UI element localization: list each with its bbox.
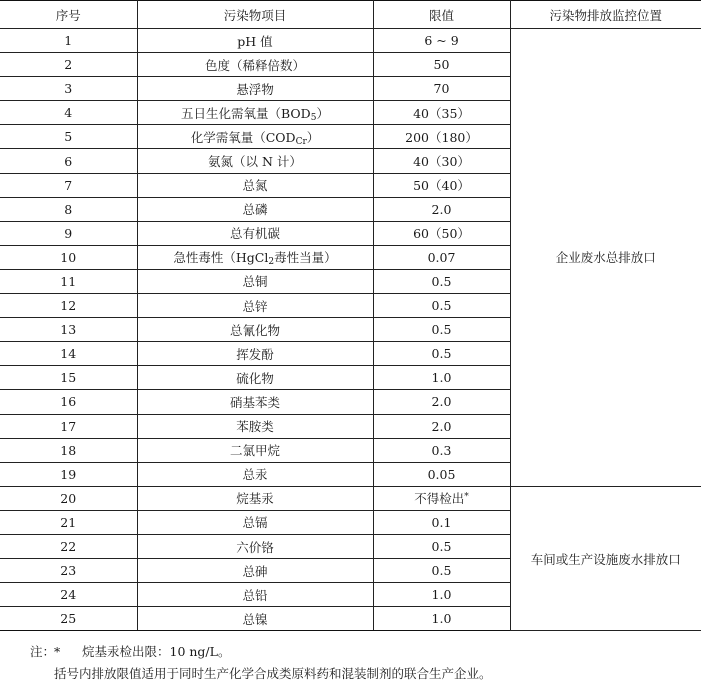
- limit-superscript: *: [464, 492, 469, 503]
- cell-item: [137, 149, 373, 173]
- item-text: 总汞: [242, 467, 268, 483]
- cell-location-group2: 车间或生产设施废水排放口: [510, 486, 701, 631]
- cell-item: [137, 29, 373, 53]
- item-text: 总氰化物: [229, 322, 280, 338]
- cell-seq: 16: [0, 390, 137, 414]
- cell-item: [137, 414, 373, 438]
- cell-seq: 14: [0, 342, 137, 366]
- cell-item: [137, 366, 373, 390]
- cell-seq: 23: [0, 559, 137, 583]
- cell-seq: 22: [0, 534, 137, 558]
- limit-text: 0.1: [431, 514, 452, 530]
- cell-item: [137, 245, 373, 269]
- item-text: 急性毒性（HgCl: [173, 250, 269, 266]
- cell-location-group1: 企业废水总排放口: [510, 29, 701, 487]
- cell-item: [137, 221, 373, 245]
- item-text: 总锌: [242, 298, 268, 314]
- limit-text: 40（30）: [413, 154, 470, 170]
- cell-item: [137, 510, 373, 534]
- item-text: 烷基汞: [236, 491, 274, 507]
- item-text: 硝基苯类: [229, 394, 280, 410]
- limit-text: 0.07: [427, 249, 456, 265]
- cell-item: [137, 559, 373, 583]
- limit-text: 0.5: [431, 346, 452, 362]
- note-line-1: [30, 641, 492, 663]
- cell-item: [137, 125, 373, 149]
- item-text: 总镉: [242, 515, 268, 531]
- header-limit: 限值: [373, 1, 510, 29]
- limit-text: 0.5: [431, 322, 452, 338]
- cell-seq: 21: [0, 510, 137, 534]
- cell-limit: [373, 390, 510, 414]
- limit-text: 1.0: [431, 611, 452, 627]
- cell-seq: 12: [0, 294, 137, 318]
- header-location: 污染物排放监控位置: [510, 1, 701, 29]
- note-asterisk: *: [54, 644, 61, 659]
- item-subscript: 5: [310, 112, 317, 123]
- cell-seq: 9: [0, 221, 137, 245]
- cell-item: [137, 607, 373, 631]
- table-body: [0, 29, 701, 631]
- limit-text: 1.0: [431, 370, 452, 386]
- cell-item: [137, 53, 373, 77]
- cell-limit: [373, 77, 510, 101]
- cell-limit: [373, 53, 510, 77]
- cell-limit: [373, 125, 510, 149]
- limit-text: 0.3: [431, 442, 452, 458]
- cell-item: [137, 342, 373, 366]
- cell-limit: [373, 149, 510, 173]
- cell-seq: 1: [0, 29, 137, 53]
- limit-text: 70: [433, 81, 450, 97]
- cell-limit: [373, 414, 510, 438]
- item-text: 硫化物: [236, 370, 274, 386]
- item-suffix: 毒性当量）: [274, 250, 337, 266]
- item-suffix: ）: [306, 129, 320, 145]
- cell-item: [137, 462, 373, 486]
- limit-text: 2.0: [431, 201, 452, 217]
- limit-text: 1.0: [431, 587, 452, 603]
- item-text: 总镍: [242, 611, 268, 627]
- cell-seq: 5: [0, 125, 137, 149]
- table-header-row: [0, 1, 701, 29]
- cell-limit: [373, 221, 510, 245]
- limit-text: 50: [433, 57, 450, 73]
- cell-item: [137, 197, 373, 221]
- cell-seq: 25: [0, 607, 137, 631]
- cell-seq: 3: [0, 77, 137, 101]
- cell-seq: 4: [0, 101, 137, 125]
- cell-item: [137, 77, 373, 101]
- cell-seq: 24: [0, 583, 137, 607]
- limit-text: 0.5: [431, 539, 452, 555]
- cell-limit: [373, 101, 510, 125]
- cell-seq: 10: [0, 245, 137, 269]
- cell-limit: [373, 342, 510, 366]
- limit-text: 40（35）: [413, 105, 470, 121]
- item-text: pH 值: [237, 33, 273, 49]
- cell-seq: 6: [0, 149, 137, 173]
- item-text: 六价铬: [236, 539, 274, 555]
- limit-text: 6 ~ 9: [424, 33, 459, 49]
- item-text: 挥发酚: [236, 346, 274, 362]
- item-text: 化学需氧量（COD: [190, 129, 296, 145]
- cell-seq: 19: [0, 462, 137, 486]
- cell-limit: [373, 559, 510, 583]
- cell-seq: 13: [0, 318, 137, 342]
- cell-item: [137, 534, 373, 558]
- cell-limit: [373, 366, 510, 390]
- item-text: 五日生化需氧量（BOD: [181, 105, 311, 121]
- cell-item: [137, 583, 373, 607]
- cell-seq: 18: [0, 438, 137, 462]
- cell-limit: [373, 534, 510, 558]
- item-text: 苯胺类: [236, 419, 274, 435]
- item-text: 总铅: [242, 587, 268, 603]
- note-line-2: [30, 663, 492, 685]
- limit-text: 0.5: [431, 273, 452, 289]
- cell-seq: 15: [0, 366, 137, 390]
- cell-seq: 2: [0, 53, 137, 77]
- limit-text: 200（180）: [405, 129, 478, 145]
- cell-limit: [373, 607, 510, 631]
- header-seq: 序号: [0, 1, 137, 29]
- note-text-2: 括号内排放限值适用于同时生产化学合成类原料药和混装制剂的联合生产企业。: [54, 666, 492, 681]
- cell-limit: [373, 318, 510, 342]
- cell-seq: 11: [0, 269, 137, 293]
- limit-text: 2.0: [431, 418, 452, 434]
- limit-text: 2.0: [431, 394, 452, 410]
- cell-item: [137, 438, 373, 462]
- item-text: 总磷: [242, 202, 268, 218]
- cell-limit: [373, 29, 510, 53]
- item-suffix: ）: [316, 105, 329, 121]
- cell-seq: 17: [0, 414, 137, 438]
- cell-item: [137, 173, 373, 197]
- cell-item: [137, 390, 373, 414]
- cell-limit: [373, 438, 510, 462]
- item-text: 色度（稀释倍数）: [204, 57, 305, 73]
- cell-item: [137, 486, 373, 510]
- limit-text: 0.05: [427, 466, 456, 482]
- limit-text: 0.5: [431, 298, 452, 314]
- limit-text: 不得检出: [414, 491, 465, 507]
- cell-item: [137, 318, 373, 342]
- cell-limit: [373, 173, 510, 197]
- item-subscript: Cr: [295, 136, 307, 147]
- cell-limit: [373, 510, 510, 534]
- note-prefix: 注：: [30, 644, 56, 659]
- cell-seq: 7: [0, 173, 137, 197]
- cell-item: [137, 269, 373, 293]
- item-subscript: 2: [268, 257, 275, 268]
- limit-text: 0.5: [431, 563, 452, 579]
- cell-seq: 20: [0, 486, 137, 510]
- header-item: 污染物项目: [137, 1, 373, 29]
- item-text: 总有机碳: [229, 226, 280, 242]
- cell-item: [137, 101, 373, 125]
- cell-limit: [373, 269, 510, 293]
- cell-limit: [373, 245, 510, 269]
- cell-limit: [373, 486, 510, 510]
- cell-limit: [373, 294, 510, 318]
- note-text-1: 烷基汞检出限：10 ng/L。: [82, 644, 231, 659]
- cell-limit: [373, 583, 510, 607]
- table-row: [0, 486, 701, 510]
- item-text: 氨氮（以 N 计）: [208, 154, 302, 170]
- item-text: 总氮: [242, 178, 268, 194]
- table-row: [0, 29, 701, 53]
- cell-limit: [373, 462, 510, 486]
- item-text: 总砷: [242, 563, 268, 579]
- cell-limit: [373, 197, 510, 221]
- item-text: 悬浮物: [236, 81, 274, 97]
- cell-seq: 8: [0, 197, 137, 221]
- limit-text: 60（50）: [413, 226, 470, 242]
- limit-text: 50（40）: [413, 178, 470, 194]
- item-text: 二氯甲烷: [229, 443, 280, 459]
- cell-item: [137, 294, 373, 318]
- item-text: 总铜: [242, 274, 268, 290]
- table-notes: [30, 641, 492, 685]
